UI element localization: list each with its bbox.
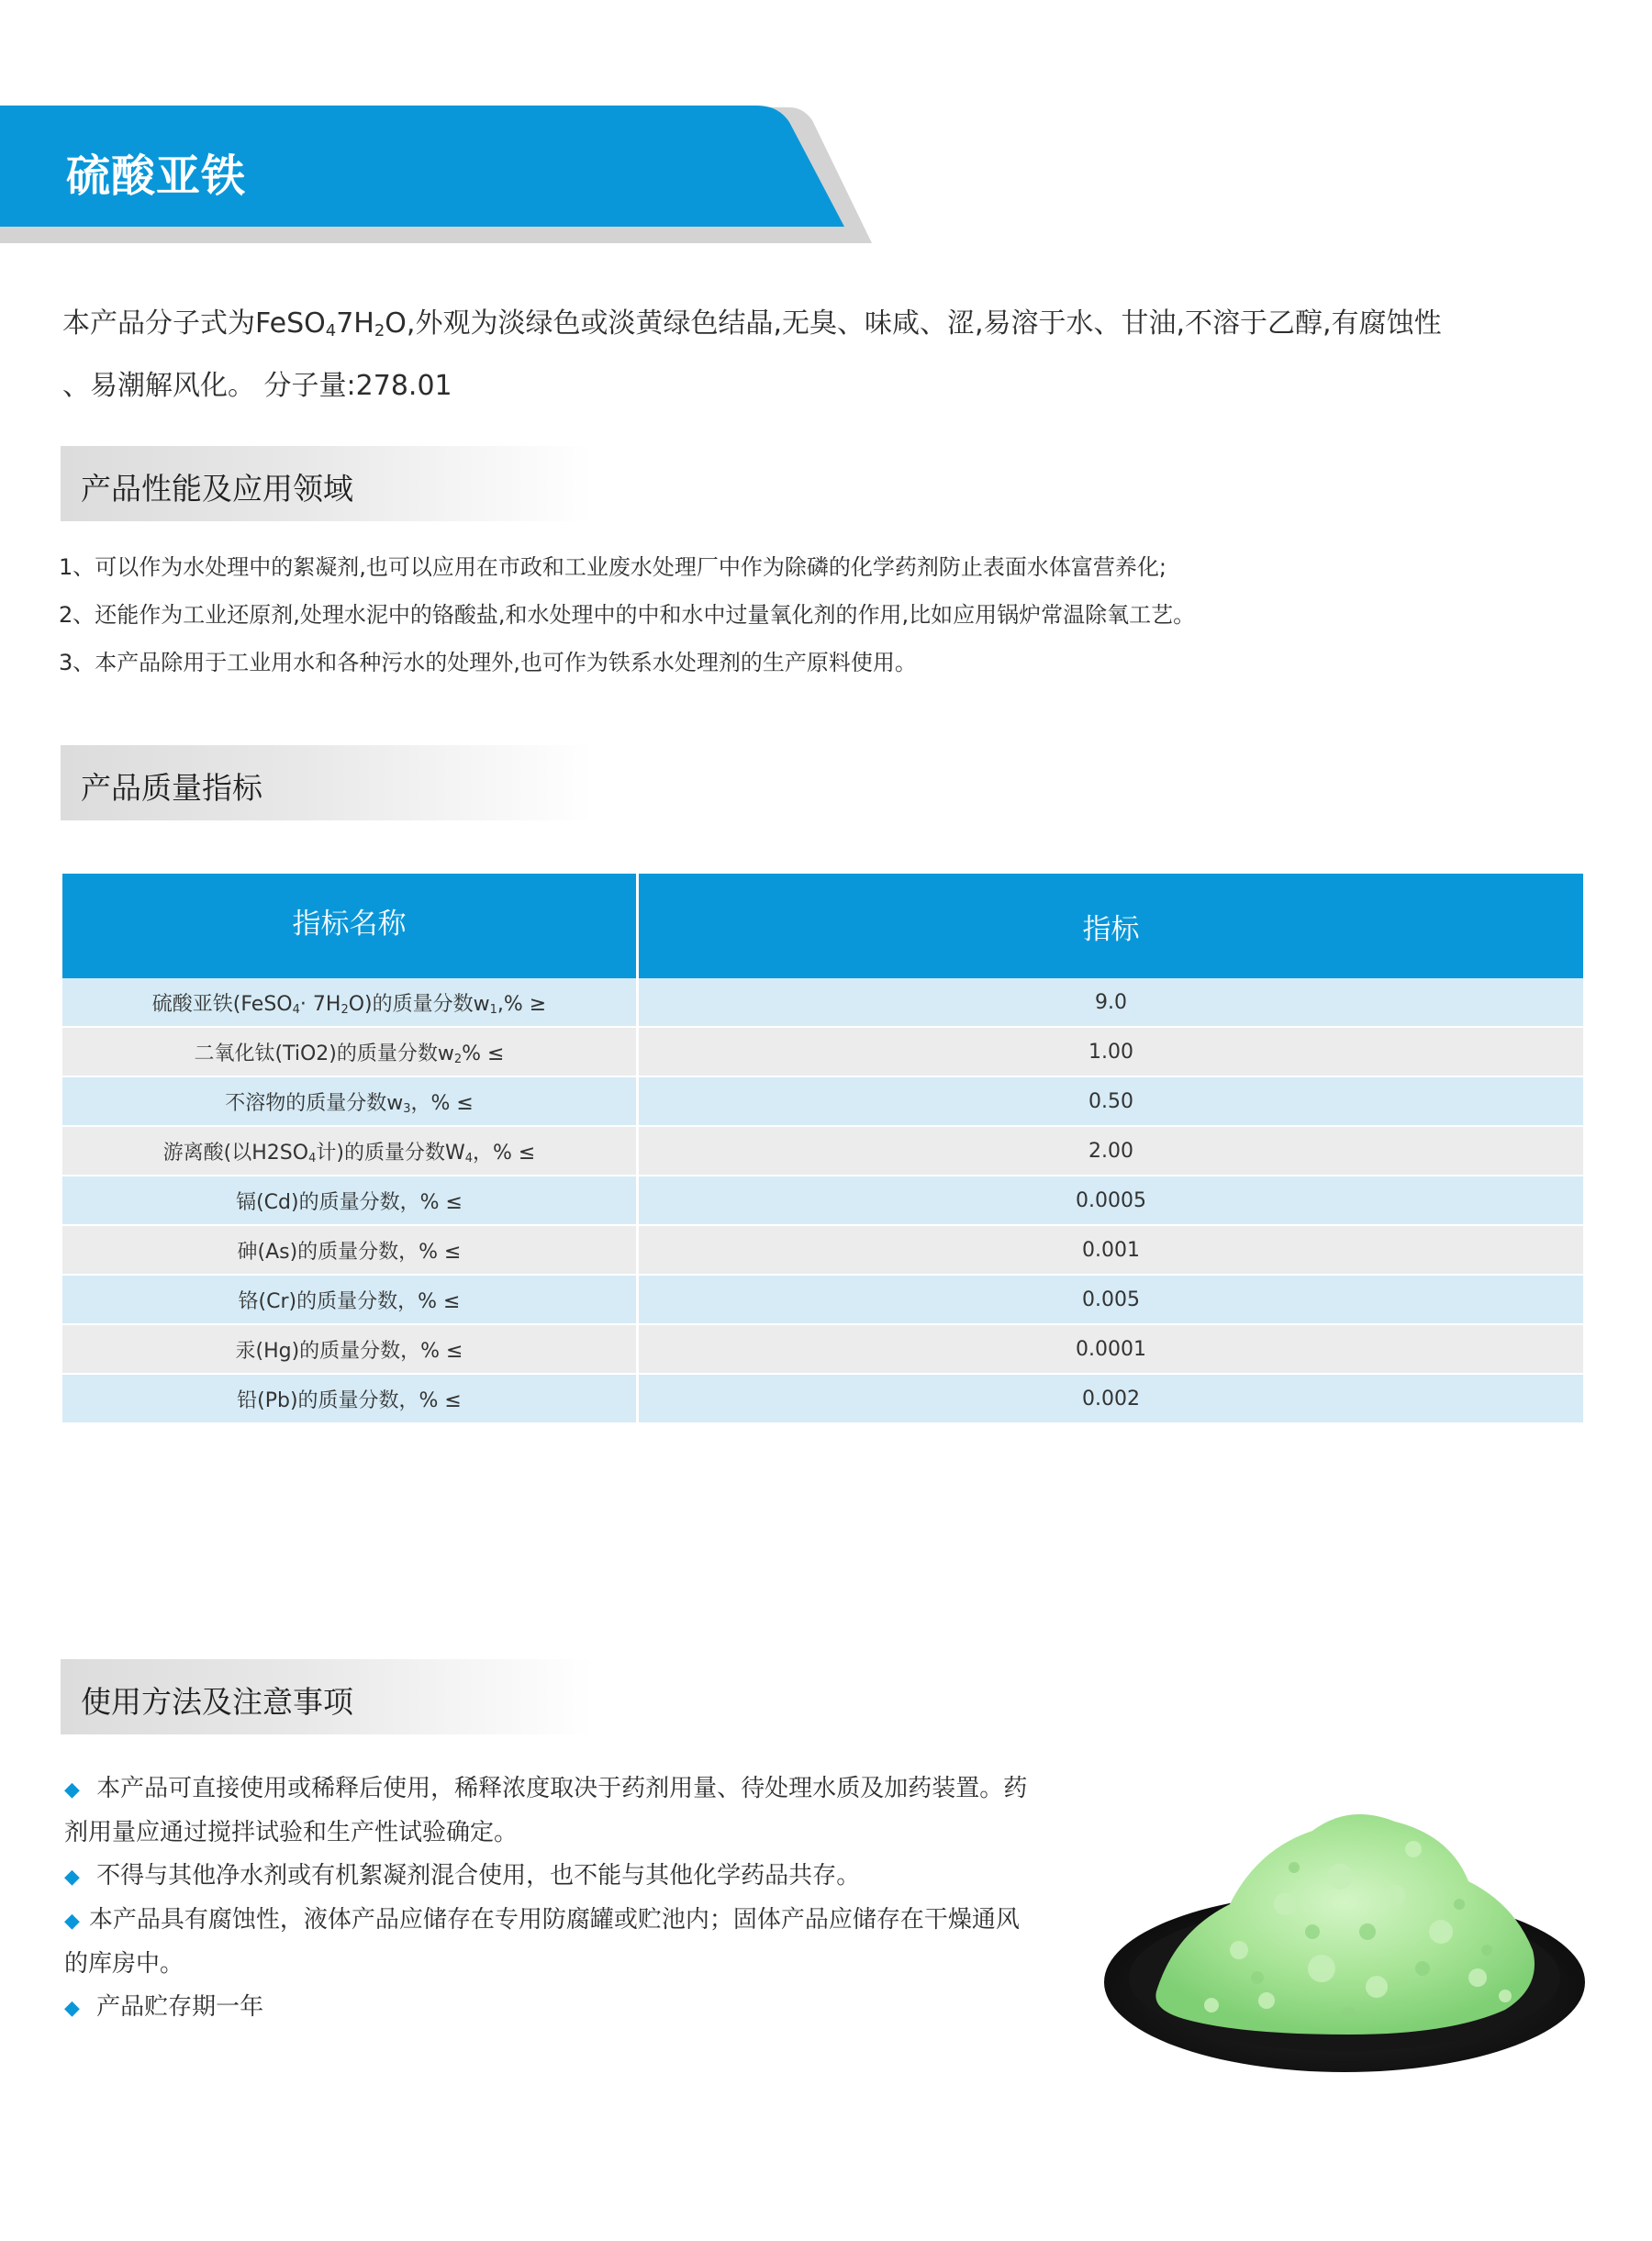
table-row <box>62 1126 1583 1176</box>
section-header-quality <box>61 745 593 820</box>
table-cell-name: 二氧化钛(TiO2)的质量分数$w_2\%$ ≤ <box>62 1027 638 1076</box>
product-photo <box>1101 1794 1588 2074</box>
subscript: 2 <box>374 321 385 340</box>
table-row <box>62 1027 1583 1076</box>
usage-text: 产品贮存期一年 <box>88 1993 264 2021</box>
intro-text: 本产品分子式为FeSO <box>62 307 326 340</box>
table-cell-value: 0.001 <box>638 1225 1584 1275</box>
intro-line-1 <box>62 296 1604 359</box>
title-banner <box>0 106 881 243</box>
table-header-row <box>62 874 1583 978</box>
table-cell-value: 0.005 <box>638 1275 1584 1324</box>
usage-line <box>64 1767 1083 1812</box>
usage-text: 本产品可直接使用或稀释后使用，稀释浓度取决于药剂用量、待处理水质及加药装置。药 <box>88 1775 1028 1802</box>
quality-spec-table <box>62 874 1583 1424</box>
usage-line <box>64 1899 1083 1943</box>
table-cell-name: 铅(Pb)的质量分数，% ≤ <box>62 1374 638 1423</box>
table-row <box>62 1374 1583 1423</box>
column-header-name: 指标名称 <box>62 874 638 978</box>
page-title: 硫酸亚铁 <box>66 151 247 202</box>
list-item: 2、还能作为工业还原剂,处理水泥中的铬酸盐,和水处理中的中和水中过量氧化剂的作用,比如应用锅炉常温除氧工艺。 <box>59 602 1196 628</box>
table-cell-name: 砷(As)的质量分数，% ≤ <box>62 1225 638 1275</box>
table-cell-value: 0.50 <box>638 1076 1584 1126</box>
section-title: 产品质量指标 <box>81 770 262 806</box>
table-row <box>62 1324 1583 1374</box>
table-cell-name: 硫酸亚铁(FeSO$_4$· $7H_2O$)的质量分数$w_1,\%$ ≥ <box>62 978 638 1027</box>
list-item: 1、可以作为水处理中的絮凝剂,也可以应用在市政和工业废水处理厂中作为除磷的化学药剂防止表面水体富营养化; <box>59 554 1166 580</box>
usage-line <box>64 1986 1083 2030</box>
table-cell-name: 铬(Cr)的质量分数，% ≤ <box>62 1275 638 1324</box>
applications-list <box>59 543 1619 686</box>
table-cell-name: 不溶物的质量分数$w_3$，% ≤ <box>62 1076 638 1126</box>
usage-text: 剂用量应通过搅拌试验和生产性试验确定。 <box>64 1819 519 1846</box>
diamond-bullet-icon: ◆ <box>64 1866 80 1889</box>
ferrous-sulfate-crystals-image <box>1101 1794 1588 2074</box>
usage-line <box>64 1812 1083 1855</box>
intro-text: O,外观为淡绿色或淡黄绿色结晶,无臭、味咸、涩,易溶于水、甘油,不溶于乙醇,有腐蚀性 <box>385 307 1442 340</box>
table-row <box>62 1076 1583 1126</box>
table-row <box>62 1225 1583 1275</box>
list-item: 3、本产品除用于工业用水和各种污水的处理外,也可作为铁系水处理剂的生产原料使用。 <box>59 650 917 675</box>
intro-text: 7H <box>336 307 374 340</box>
table-cell-name: 镉(Cd)的质量分数，% ≤ <box>62 1176 638 1225</box>
section-header-applications <box>61 446 593 521</box>
table-cell-value: 9.0 <box>638 978 1584 1027</box>
section-title: 使用方法及注意事项 <box>81 1684 353 1720</box>
table-cell-name: 游离酸(以$H2SO_4$计)的质量分数$W_4$，% ≤ <box>62 1126 638 1176</box>
usage-text: 的库房中。 <box>64 1950 184 1978</box>
section-title: 产品性能及应用领域 <box>81 471 353 507</box>
table-row <box>62 978 1583 1027</box>
subscript: 4 <box>325 321 337 340</box>
table-cell-value: 2.00 <box>638 1126 1584 1176</box>
table-row <box>62 1176 1583 1225</box>
usage-notes <box>64 1767 1083 2030</box>
table-row <box>62 1275 1583 1324</box>
intro-line-2: 、易潮解风化。 分子量:278.01 <box>62 370 452 402</box>
table-cell-name: 汞(Hg)的质量分数，% ≤ <box>62 1324 638 1374</box>
intro-paragraph <box>62 296 1604 414</box>
section-header-usage <box>61 1659 593 1734</box>
table-cell-value: 0.002 <box>638 1374 1584 1423</box>
usage-line <box>64 1855 1083 1899</box>
table-cell-value: 0.0001 <box>638 1324 1584 1374</box>
usage-text: 本产品具有腐蚀性，液体产品应储存在专用防腐罐或贮池内；固体产品应储存在干燥通风 <box>88 1906 1020 1934</box>
usage-line <box>64 1943 1083 1986</box>
column-header-value: 指标 <box>638 874 1584 978</box>
diamond-bullet-icon: ◆ <box>64 1997 80 2020</box>
diamond-bullet-icon: ◆ <box>64 1778 80 1801</box>
table-cell-value: 1.00 <box>638 1027 1584 1076</box>
table-cell-value: 0.0005 <box>638 1176 1584 1225</box>
usage-text: 不得与其他净水剂或有机絮凝剂混合使用，也不能与其他化学药品共存。 <box>88 1862 861 1890</box>
diamond-bullet-icon: ◆ <box>64 1910 80 1933</box>
